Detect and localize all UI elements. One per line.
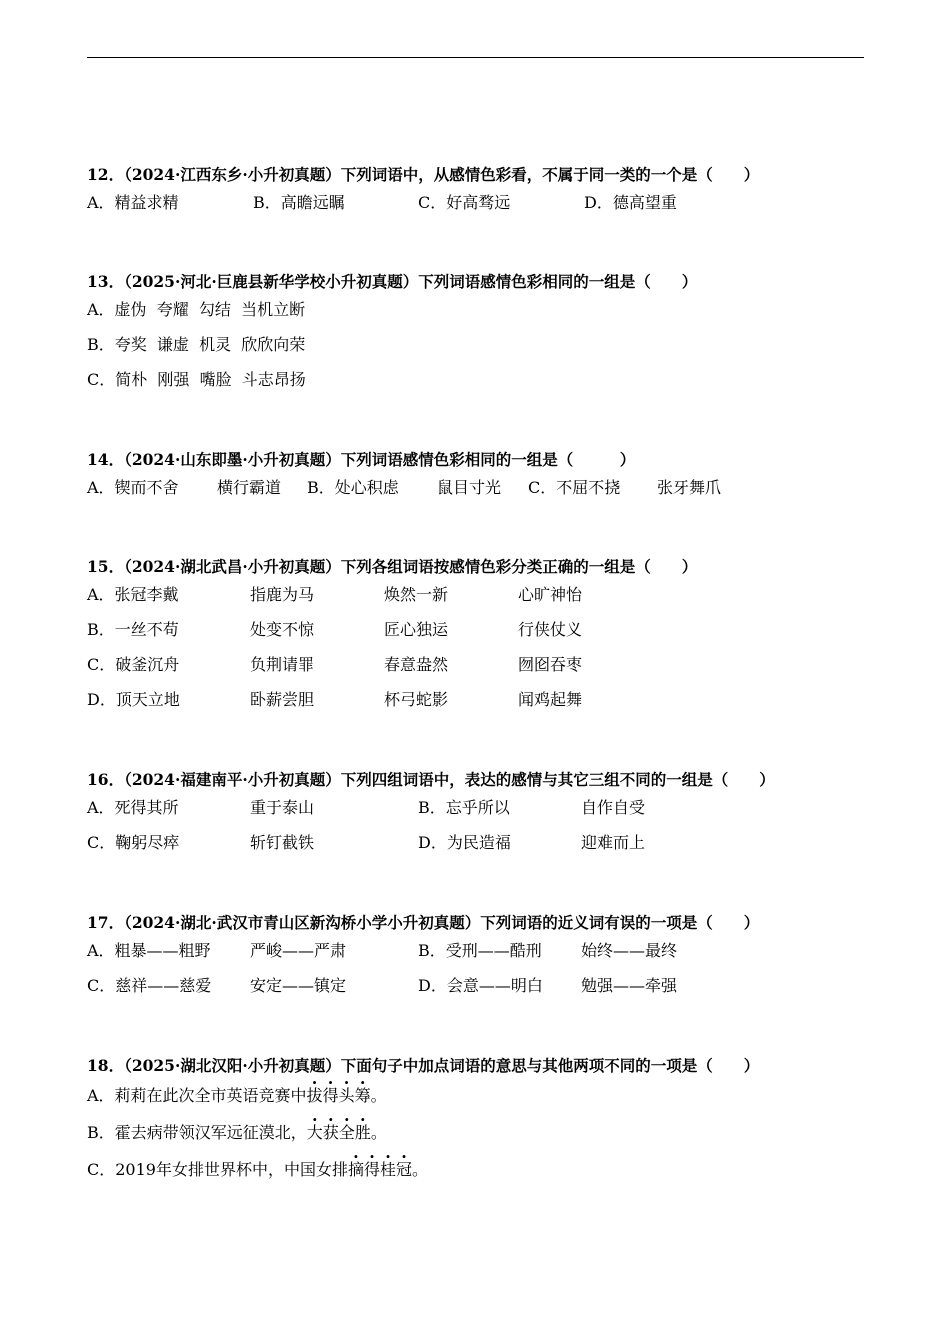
emphasis-dot-char: 大 [306, 1123, 323, 1142]
option-cell: B．受刑——酷刑 [418, 941, 542, 960]
question-stem: 17．（2024·湖北·武汉市青山区新沟桥小学小升初真题）下列词语的近义词有误的一项是（ ） [87, 913, 760, 932]
option-b-word-2: 鼠目寸光 [437, 478, 502, 497]
sentence-prefix: B．霍去病带领汉军远征漠北， [87, 1123, 307, 1142]
option-cell: 负荆请罪 [250, 655, 315, 674]
option-a-row [87, 577, 864, 612]
question-17 [87, 913, 864, 1003]
emphasis-dot-char: 拔 [306, 1086, 323, 1105]
emphasis-dot-char: 筹 [354, 1086, 371, 1105]
sentence-suffix: 。 [412, 1160, 429, 1179]
option-a-row [87, 292, 864, 327]
option-cell: 春意盎然 [384, 655, 449, 674]
question-12 [87, 165, 864, 220]
option-cell: 迎难而上 [581, 833, 646, 852]
option-cell: 安定——镇定 [250, 976, 347, 995]
option-cell: C．鞠躬尽瘁 [87, 833, 180, 852]
option-c-row [87, 647, 864, 682]
option-a [87, 1086, 387, 1106]
option-cell: 重于泰山 [250, 798, 315, 817]
option-cell: 处变不惊 [250, 620, 315, 639]
option-cell: 焕然一新 [384, 585, 449, 604]
option-c-word-2: 张牙舞爪 [657, 478, 722, 497]
option-a: A．虚伪 夸耀 勾结 当机立断 [87, 300, 306, 319]
option-d-row [87, 682, 864, 717]
option-a: A．精益求精 [87, 193, 179, 212]
emphasized-word [348, 1160, 412, 1179]
question-stem: 14．（2024·山东即墨·小升初真题）下列词语感情色彩相同的一组是（ ） [87, 450, 636, 469]
question-stem: 15．（2024·湖北武昌·小升初真题）下列各组词语按感情色彩分类正确的一组是（ ） [87, 557, 698, 576]
option-cell: A．死得其所 [87, 798, 179, 817]
option-cell: 杯弓蛇影 [384, 690, 449, 709]
option-cell: 始终——最终 [581, 941, 678, 960]
option-cell: 严峻——严肃 [250, 941, 347, 960]
question-18 [87, 1056, 864, 1187]
option-cell: 斩钉截铁 [250, 833, 315, 852]
emphasis-dot-char: 摘 [347, 1160, 364, 1179]
option-cell: D．会意——明白 [418, 976, 543, 995]
option-cell: B．忘乎所以 [418, 798, 510, 817]
emphasis-dot-char: 头 [338, 1086, 355, 1105]
option-b-row [87, 612, 864, 647]
question-16 [87, 770, 864, 860]
question-13 [87, 272, 864, 397]
option-b-row [87, 327, 864, 362]
emphasis-dot-char: 全 [338, 1123, 355, 1142]
option-cell: 行侠仗义 [518, 620, 583, 639]
sentence-prefix: A．莉莉在此次全市英语竞赛中 [87, 1086, 307, 1105]
option-c [87, 1160, 428, 1180]
options-row-1 [87, 790, 864, 825]
sentence-suffix: 。 [370, 1086, 387, 1105]
option-b: B．夸奖 谦虚 机灵 欣欣向荣 [87, 335, 306, 354]
emphasis-dot-char: 得 [363, 1160, 380, 1179]
emphasis-dot-char: 桂 [380, 1160, 397, 1179]
options-row [87, 470, 864, 505]
sentence-prefix: C．2019年女排世界杯中，中国女排 [87, 1160, 348, 1179]
option-cell: 勉强——牵强 [581, 976, 678, 995]
option-b: B．高瞻远瞩 [253, 193, 345, 212]
option-d: D．德高望重 [584, 193, 677, 212]
options-row-2 [87, 825, 864, 860]
option-cell: 匠心独运 [384, 620, 449, 639]
option-b [87, 1123, 387, 1143]
option-c: C．简朴 刚强 嘴脸 斗志昂扬 [87, 370, 306, 389]
option-cell: C．破釜沉舟 [87, 655, 180, 674]
option-c: C．好高骛远 [418, 193, 511, 212]
option-c-word-1: C．不屈不挠 [528, 478, 621, 497]
option-cell: C．慈祥——慈爱 [87, 976, 212, 995]
option-a-word-2: 横行霸道 [217, 478, 282, 497]
option-c-row [87, 362, 864, 397]
option-cell: 卧薪尝胆 [250, 690, 315, 709]
question-stem: 13．（2025·河北·巨鹿县新华学校小升初真题）下列词语感情色彩相同的一组是（ ） [87, 272, 698, 291]
question-stem: 18．（2025·湖北汉阳·小升初真题）下面句子中加点词语的意思与其他两项不同的一项是（ ） [87, 1056, 760, 1075]
emphasis-dot-char: 冠 [396, 1160, 413, 1179]
option-c-row [87, 1150, 864, 1187]
option-cell: D．顶天立地 [87, 690, 180, 709]
option-b-word-1: B．处心积虑 [307, 478, 399, 497]
header-rule [87, 57, 864, 58]
option-cell: 心旷神怡 [518, 585, 583, 604]
sentence-suffix: 。 [370, 1123, 387, 1142]
option-cell: D．为民造福 [418, 833, 511, 852]
question-stem: 12．（2024·江西东乡·小升初真题）下列词语中，从感情色彩看，不属于同一类的一个是（ ） [87, 165, 760, 184]
option-cell: A．粗暴——粗野 [87, 941, 211, 960]
question-stem: 16．（2024·福建南平·小升初真题）下列四组词语中，表达的感情与其它三组不同的一组是（ ） [87, 770, 775, 789]
option-a-word-1: A．锲而不舍 [87, 478, 179, 497]
option-b-row [87, 1113, 864, 1150]
emphasized-word [307, 1086, 371, 1105]
emphasis-dot-char: 胜 [354, 1123, 371, 1142]
option-cell: 闻鸡起舞 [518, 690, 583, 709]
question-15 [87, 557, 864, 717]
options-row-2 [87, 968, 864, 1003]
option-cell: 囫囵吞枣 [518, 655, 583, 674]
question-14 [87, 450, 864, 505]
option-cell: 指鹿为马 [250, 585, 315, 604]
option-cell: B．一丝不苟 [87, 620, 179, 639]
options-row-1 [87, 933, 864, 968]
emphasis-dot-char: 得 [322, 1086, 339, 1105]
option-cell: 自作自受 [581, 798, 646, 817]
emphasized-word [307, 1123, 371, 1142]
option-cell: A．张冠李戴 [87, 585, 179, 604]
option-a-row [87, 1076, 864, 1113]
options-row [87, 185, 864, 220]
emphasis-dot-char: 获 [322, 1123, 339, 1142]
